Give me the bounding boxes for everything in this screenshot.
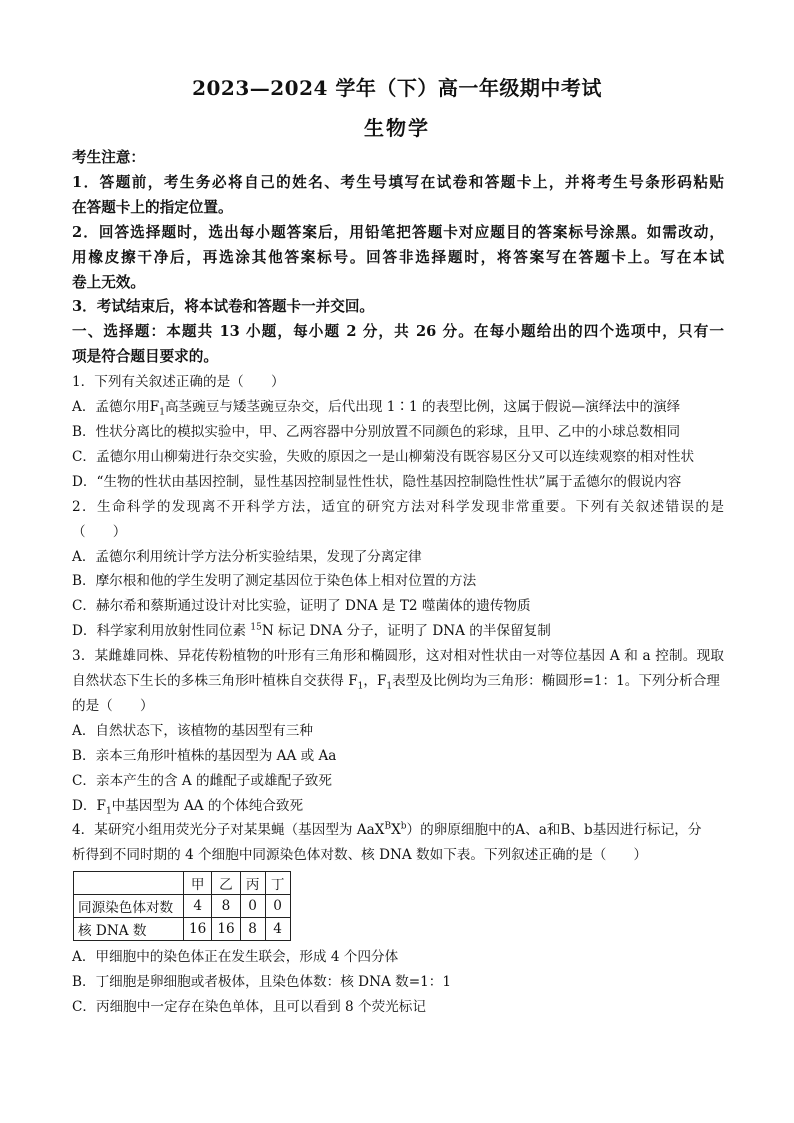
q2-option-d: D．科学家利用放射性同位素 $^{15}$N 标记 DNA 分子，证明了 DNA 的半保留复制 [72,622,551,640]
table-cell: 8 [240,918,265,941]
table-header-cell: 丙 [240,872,265,895]
q4-option-c: C．丙细胞中一定存在染色单体，且可以看到 8 个荧光标记 [72,999,426,1016]
table-cell: 0 [240,895,265,918]
q4-option-b: B．丁细胞是卵细胞或者极体，且染色体数：核 DNA 数=1：1 [72,974,451,991]
q3-stem-line-1: 3．某雌雄同株、异花传粉植物的叶形有三角形和椭圆形，这对相对性状由一对等位基因 A 和 a 控制。现取 [72,648,724,665]
q2-stem-line-2: （ ） [72,523,127,540]
table-cell: 16 [212,918,240,941]
exam-content [72,146,724,1020]
table-header-cell: 乙 [212,872,240,895]
q3-option-c: C．亲本产生的含 A 的雌配子或雄配子致死 [72,772,332,789]
section-heading-line-1: 一、选择题：本题共 13 小题，每小题 2 分，共 26 分。在每小题给出的四个选项中，只有一 [72,323,724,341]
q1-option-c: C．孟德尔用山柳菊进行杂交实验，失败的原因之一是山柳菊没有既容易区分又可以连续观察的相对性状 [72,448,695,465]
q3-option-d: D．$F_1$中基因型为 AA 的个体纯合致死 [72,797,304,817]
q2-stem-line-1: 2．生命科学的发现离不开科学方法，适宜的研究方法对科学发现非常重要。下列有关叙述错误的是 [72,498,724,515]
table-header-cell: 甲 [184,872,212,895]
q4-option-a: A．甲细胞中的染色体正在发生联会，形成 4 个四分体 [72,949,399,966]
table-cell: 0 [265,895,290,918]
notice-item-2-line-1: 2．回答选择题时，选出每小题答案后，用铅笔把答题卡对应题目的答案标号涂黑。如需改动， [72,223,724,241]
table-cell: 16 [184,918,212,941]
table-cell: 同源染色体对数 [74,895,184,918]
q3-stem-line-2: 自然状态下生长的多株三角形叶植株自交获得 $F_1$，$F_1$表型及比例均为三角形：椭圆形=1：1。下列分析合理 [72,673,720,692]
table-header-cell [74,872,184,895]
exam-title: 2023—2024 学年（下）高一年级期中考试 [192,76,602,100]
q3-option-a: A．自然状态下，该植物的基因型有三种 [72,722,313,739]
q3-stem-line-3: 的是（ ） [72,697,154,714]
q2-option-c: C．赫尔希和蔡斯通过设计对比实验，证明了 DNA 是 T2 噬菌体的遗传物质 [72,598,531,615]
q3-option-b: B．亲本三角形叶植株的基因型为 AA 或 Aa [72,747,337,764]
notice-item-3-line-1: 3．考试结束后，将本试卷和答题卡一并交回。 [72,298,375,316]
notice-heading: 考生注意： [72,149,145,166]
q1-option-b: B．性状分离比的模拟实验中，甲、乙两容器中分别放置不同颜色的彩球，且甲、乙中的小球总数相同 [72,423,681,440]
table-cell: 4 [265,918,290,941]
subject-title: 生物学 [364,116,430,140]
q4-stem-line-2: 析得到不同时期的 4 个细胞中同源染色体对数、核 DNA 数如下表。下列叙述正确的是（ ） [72,847,648,864]
table-header-row [74,872,291,895]
q1-stem: 1．下列有关叙述正确的是（ ） [72,374,285,391]
notice-item-1-line-1: 1．答题前，考生务必将自己的姓名、考生号填写在试卷和答题卡上，并将考生号条形码粘贴 [72,173,724,191]
notice-item-1-line-2: 在答题卡上的指定位置。 [72,198,233,216]
table-cell: 核 DNA 数 [74,918,184,941]
notice-item-2-line-2: 用橡皮擦干净后，再选涂其他答案标号。回答非选择题时，将答案写在答题卡上。写在本试 [72,248,724,266]
q1-option-d: D．“生物的性状由基因控制，显性基因控制显性性状，隐性基因控制隐性性状”属于孟德尔的假说内容 [72,473,682,490]
q2-option-a: A．孟德尔利用统计学方法分析实验结果，发现了分离定律 [72,548,422,565]
q2-option-b: B．摩尔根和他的学生发明了测定基因位于染色体上相对位置的方法 [72,573,477,590]
table-row [74,918,291,941]
q4-stem-line-1: 4．某研究小组用荧光分子对某果蝇（基因型为 $AaX^BX^b$）的卵原细胞中的A、a和B、b基因进行标记，分 [72,821,702,839]
q4-data-table [73,871,291,941]
q1-option-a: A．孟德尔用$F_1$高茎豌豆与矮茎豌豆杂交，后代出现 1∶1 的表型比例，这属于假说—演绎法中的演绎 [72,399,681,418]
table-cell: 4 [184,895,212,918]
table-cell: 8 [212,895,240,918]
table-header-cell: 丁 [265,872,290,895]
notice-item-2-line-3: 卷上无效。 [72,273,145,291]
table-row [74,895,291,918]
section-heading-line-2: 项是符合题目要求的。 [72,348,218,366]
